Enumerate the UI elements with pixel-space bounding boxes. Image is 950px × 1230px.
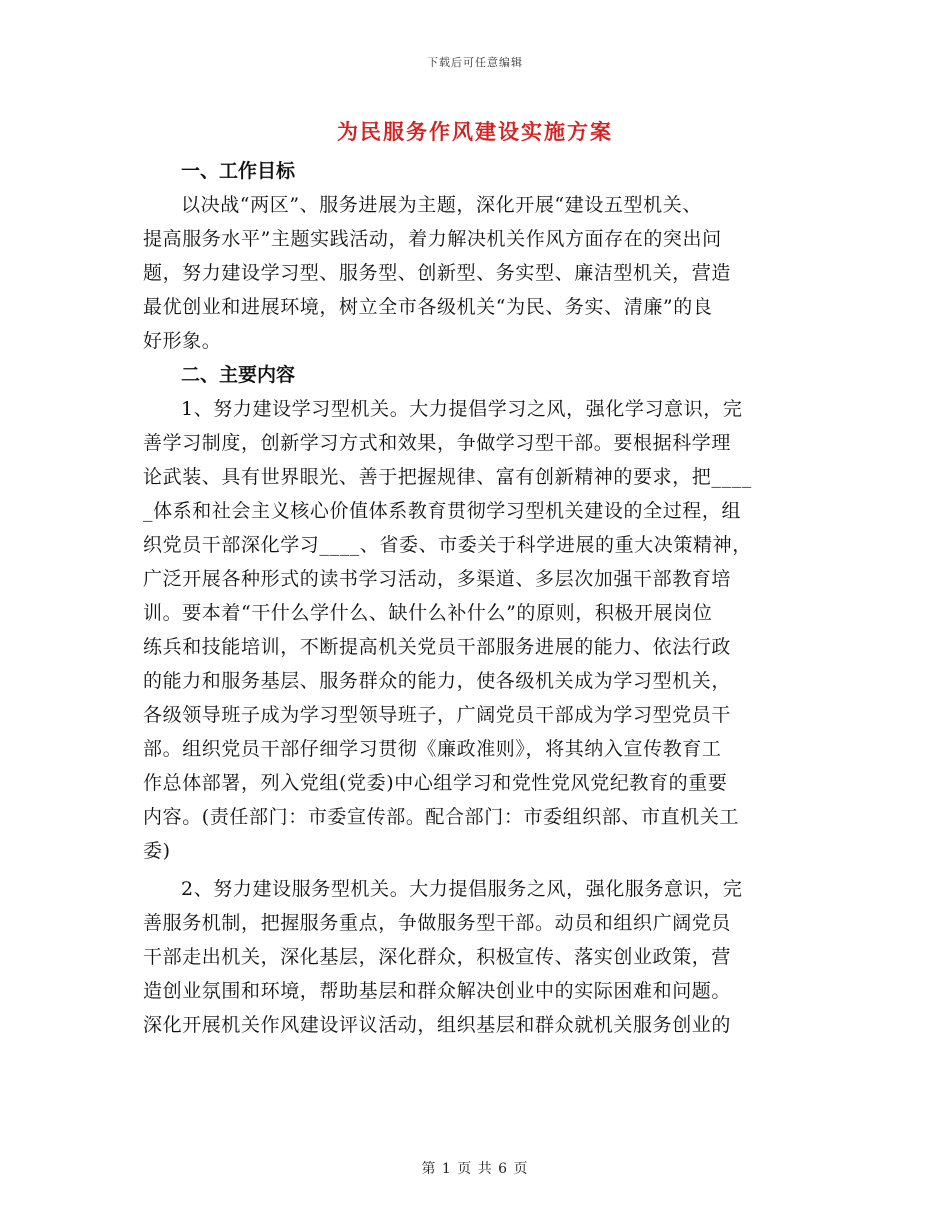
text-line: 提高服务水平”主题实践活动，着力解决机关作风方面存在的突出问: [143, 228, 722, 250]
text-line: 1、努力建设学习型机关。大力提倡学习之风，强化学习意识，完: [181, 398, 743, 420]
document-title: 为民服务作风建设实施方案: [337, 119, 613, 144]
text-line: _体系和社会主义核心价值体系教育贯彻学习型机关建设的全过程，组: [143, 500, 742, 522]
text-line: 作总体部署，列入党组(党委)中心组学习和党性党风党纪教育的重要: [143, 772, 728, 794]
text-line: 论武装、具有世界眼光、善于把握规律、富有创新精神的要求，把____: [143, 466, 752, 488]
paragraph-service-organ: [143, 872, 807, 1042]
header-note: 下载后可任意编辑: [427, 56, 523, 69]
paragraph-goals: [143, 188, 807, 358]
text-line: 造创业氛围和环境，帮助基层和群众解决创业中的实际困难和问题。: [143, 980, 732, 1002]
text-line: 训。要本着“干什么学什么、缺什么补什么”的原则，积极开展岗位: [143, 602, 713, 624]
text-line: 广泛开展各种形式的读书学习活动，多渠道、多层次加强干部教育培: [143, 568, 732, 590]
text-line: 干部走出机关，深化基层，深化群众，积极宣传、落实创业政策，营: [143, 946, 732, 968]
text-line: 内容。(责任部门：市委宣传部。配合部门：市委组织部、市直机关工: [143, 806, 740, 828]
text-line: 委): [143, 840, 171, 862]
text-line: 的能力和服务基层、服务群众的能力，使各级机关成为学习型机关，: [143, 670, 732, 692]
text-line: 以决战“两区”、服务进展为主题，深化开展“建设五型机关、: [181, 194, 702, 216]
document-body: [143, 154, 807, 1042]
text-line: 题，努力建设学习型、服务型、创新型、务实型、廉洁型机关，营造: [143, 262, 732, 284]
text-line: 善学习制度，创新学习方式和效果，争做学习型干部。要根据科学理: [143, 432, 732, 454]
text-line: 善服务机制，把握服务重点，争做服务型干部。动员和组织广阔党员: [143, 912, 732, 934]
text-line: 最优创业和进展环境，树立全市各级机关“为民、务实、清廉”的良: [143, 296, 713, 318]
text-line: 各级领导班子成为学习型领导班子，广阔党员干部成为学习型党员干: [143, 704, 732, 726]
page-number-footer: 第 1 页 共 6 页: [421, 1161, 529, 1177]
text-line: 织党员干部深化学习____、省委、市委关于科学进展的重大决策精神，: [143, 534, 752, 556]
section-heading-content: 二、主要内容: [181, 364, 296, 386]
text-line: 深化开展机关作风建设评议活动，组织基层和群众就机关服务创业的: [143, 1014, 732, 1036]
text-line: 练兵和技能培训，不断提高机关党员干部服务进展的能力、依法行政: [143, 636, 732, 658]
text-line: 部。组织党员干部仔细学习贯彻《廉政准则》，将其纳入宣传教育工: [143, 738, 722, 760]
text-line: 2、努力建设服务型机关。大力提倡服务之风，强化服务意识，完: [181, 878, 743, 900]
paragraph-learning-organ: [143, 392, 807, 868]
text-line: 好形象。: [143, 330, 222, 352]
section-heading-goals: 一、工作目标: [181, 160, 296, 182]
